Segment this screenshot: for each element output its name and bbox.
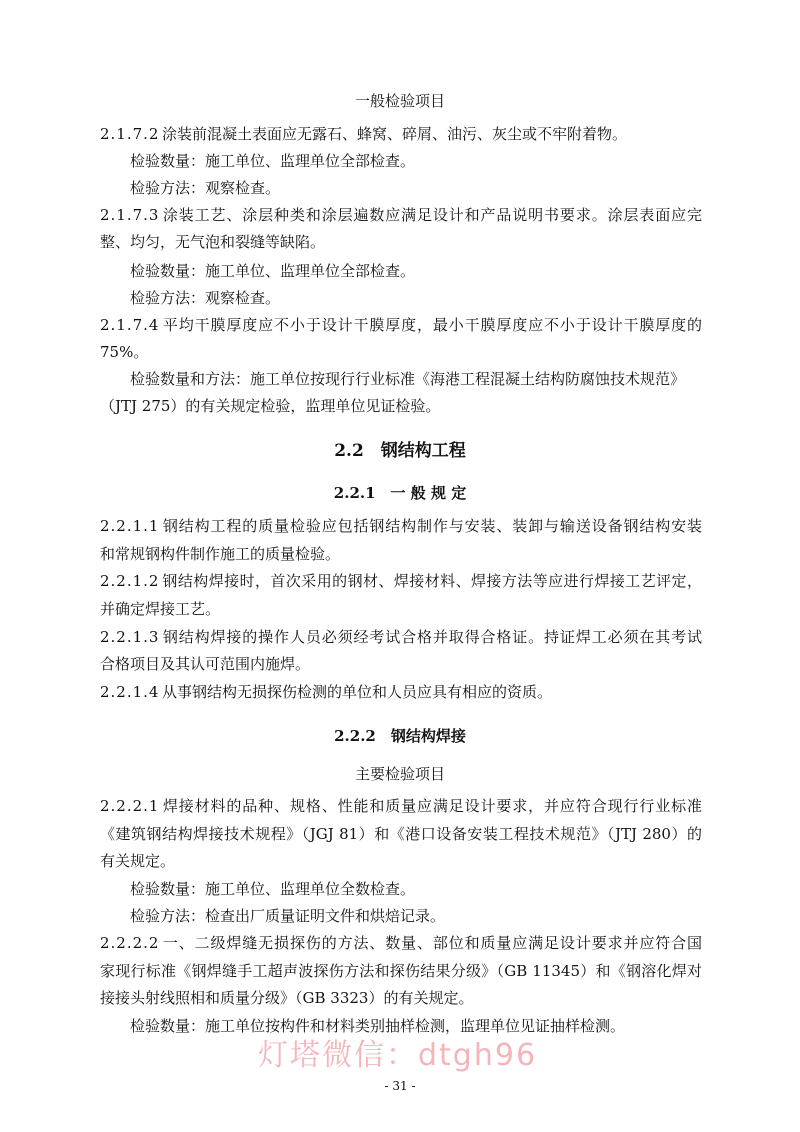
- clause-number: 2.2.2.1: [100, 797, 160, 815]
- clause-number: 2.1.7.3: [100, 206, 160, 224]
- clause-2-2-2-1: [100, 796, 702, 816]
- clause-text: 钢结构工程的质量检验应包括钢结构制作与安装、装卸与输送设备钢结构安装: [162, 517, 702, 535]
- clause-text-cont: 和常规钢构件制作施工的质量检验。: [100, 545, 341, 563]
- clause-2-2-1-4: [100, 682, 702, 702]
- inspection-quantity-method-cont: （JTJ 275）的有关规定检验，监理单位见证检验。: [100, 397, 441, 415]
- clause-number: 2.2.2.2: [100, 934, 160, 952]
- clause-text: 平均干膜厚度应不小于设计干膜厚度，最小干膜厚度应不小于设计干膜厚度的: [162, 316, 702, 334]
- clause-number: 2.1.7.2: [100, 125, 160, 143]
- clause-text: 钢结构焊接的操作人员必须经考试合格并取得合格证。持证焊工必须在其考试: [162, 628, 702, 646]
- clause-number: 2.1.7.4: [100, 316, 160, 334]
- clause-text: 一、二级焊缝无损探伤的方法、数量、部位和质量应满足设计要求并应符合国: [162, 934, 702, 952]
- clause-2-1-7-3: [100, 205, 702, 225]
- clause-text-cont: 家现行标准《钢焊缝手工超声波探伤方法和探伤结果分级》（GB 11345）和《钢溶化焊对: [100, 962, 702, 980]
- inspection-quantity-method: 检验数量和方法：施工单位按现行行业标准《海港工程混凝土结构防腐蚀技术规范》: [130, 370, 686, 388]
- clause-number: 2.2.1.3: [100, 628, 160, 646]
- clause-2-2-2-2: [100, 933, 702, 953]
- clause-2-2-1-3: [100, 627, 702, 647]
- page-number: - 31 -: [384, 1079, 416, 1093]
- clause-text-cont: 合格项目及其认可范围内施焊。: [100, 655, 311, 673]
- clause-text: 从事钢结构无损探伤检测的单位和人员应具有相应的资质。: [162, 683, 553, 701]
- inspection-method: 检验方法：检查出厂质量证明文件和烘焙记录。: [130, 907, 446, 925]
- inspection-quantity: 检验数量：施工单位按构件和材料类别抽样检测，监理单位见证抽样检测。: [130, 1017, 626, 1035]
- clause-number: 2.2.1.2: [100, 572, 160, 590]
- clause-text-cont: 并确定焊接工艺。: [100, 600, 221, 618]
- subheading-general-items: 一般检验项目: [354, 92, 445, 110]
- clause-text: 涂装前混凝土表面应无露石、蜂窝、碎屑、油污、灰尘或不牢附着物。: [162, 125, 628, 143]
- clause-text: 涂装工艺、涂层种类和涂层遍数应满足设计和产品说明书要求。涂层表面应完: [162, 206, 702, 224]
- clause-text-cont: 有关规定。: [100, 852, 176, 870]
- clause-text-cont: 整、均匀，无气泡和裂缝等缺陷。: [100, 233, 326, 251]
- inspection-quantity: 检验数量：施工单位、监理单位全数检查。: [130, 880, 416, 898]
- inspection-quantity: 检验数量：施工单位、监理单位全部检查。: [130, 262, 416, 280]
- clause-text-cont: 《建筑钢结构焊接技术规程》（JGJ 81）和《港口设备安装工程技术规范》（JTJ 280）的: [100, 825, 702, 843]
- clause-text-cont: 接接头射线照相和质量分级》（GB 3323）的有关规定。: [100, 989, 474, 1007]
- clause-text: 焊接材料的品种、规格、性能和质量应满足设计要求，并应符合现行行业标准: [162, 797, 702, 815]
- clause-2-1-7-4: [100, 315, 702, 335]
- clause-2-2-1-2: [100, 571, 702, 591]
- watermark: 灯塔微信：dtgh96: [258, 1038, 538, 1073]
- clause-2-2-1-1: [100, 516, 702, 536]
- clause-number: 2.2.1.4: [100, 683, 160, 701]
- section-title-2-2: 2.2 钢结构工程: [334, 441, 466, 461]
- section-title-2-2-1: 2.2.1 一 般 规 定: [333, 484, 467, 502]
- inspection-quantity: 检验数量：施工单位、监理单位全部检查。: [130, 152, 416, 170]
- subheading-main-items: 主要检验项目: [354, 765, 445, 783]
- inspection-method: 检验方法：观察检查。: [130, 289, 281, 307]
- clause-number: 2.2.1.1: [100, 517, 160, 535]
- clause-text-cont: 75%。: [100, 343, 149, 361]
- section-title-2-2-2: 2.2.2 钢结构焊接: [334, 727, 466, 745]
- inspection-method: 检验方法：观察检查。: [130, 179, 281, 197]
- clause-text: 钢结构焊接时，首次采用的钢材、焊接材料、焊接方法等应进行焊接工艺评定，: [162, 572, 702, 590]
- clause-2-1-7-2: [100, 124, 702, 144]
